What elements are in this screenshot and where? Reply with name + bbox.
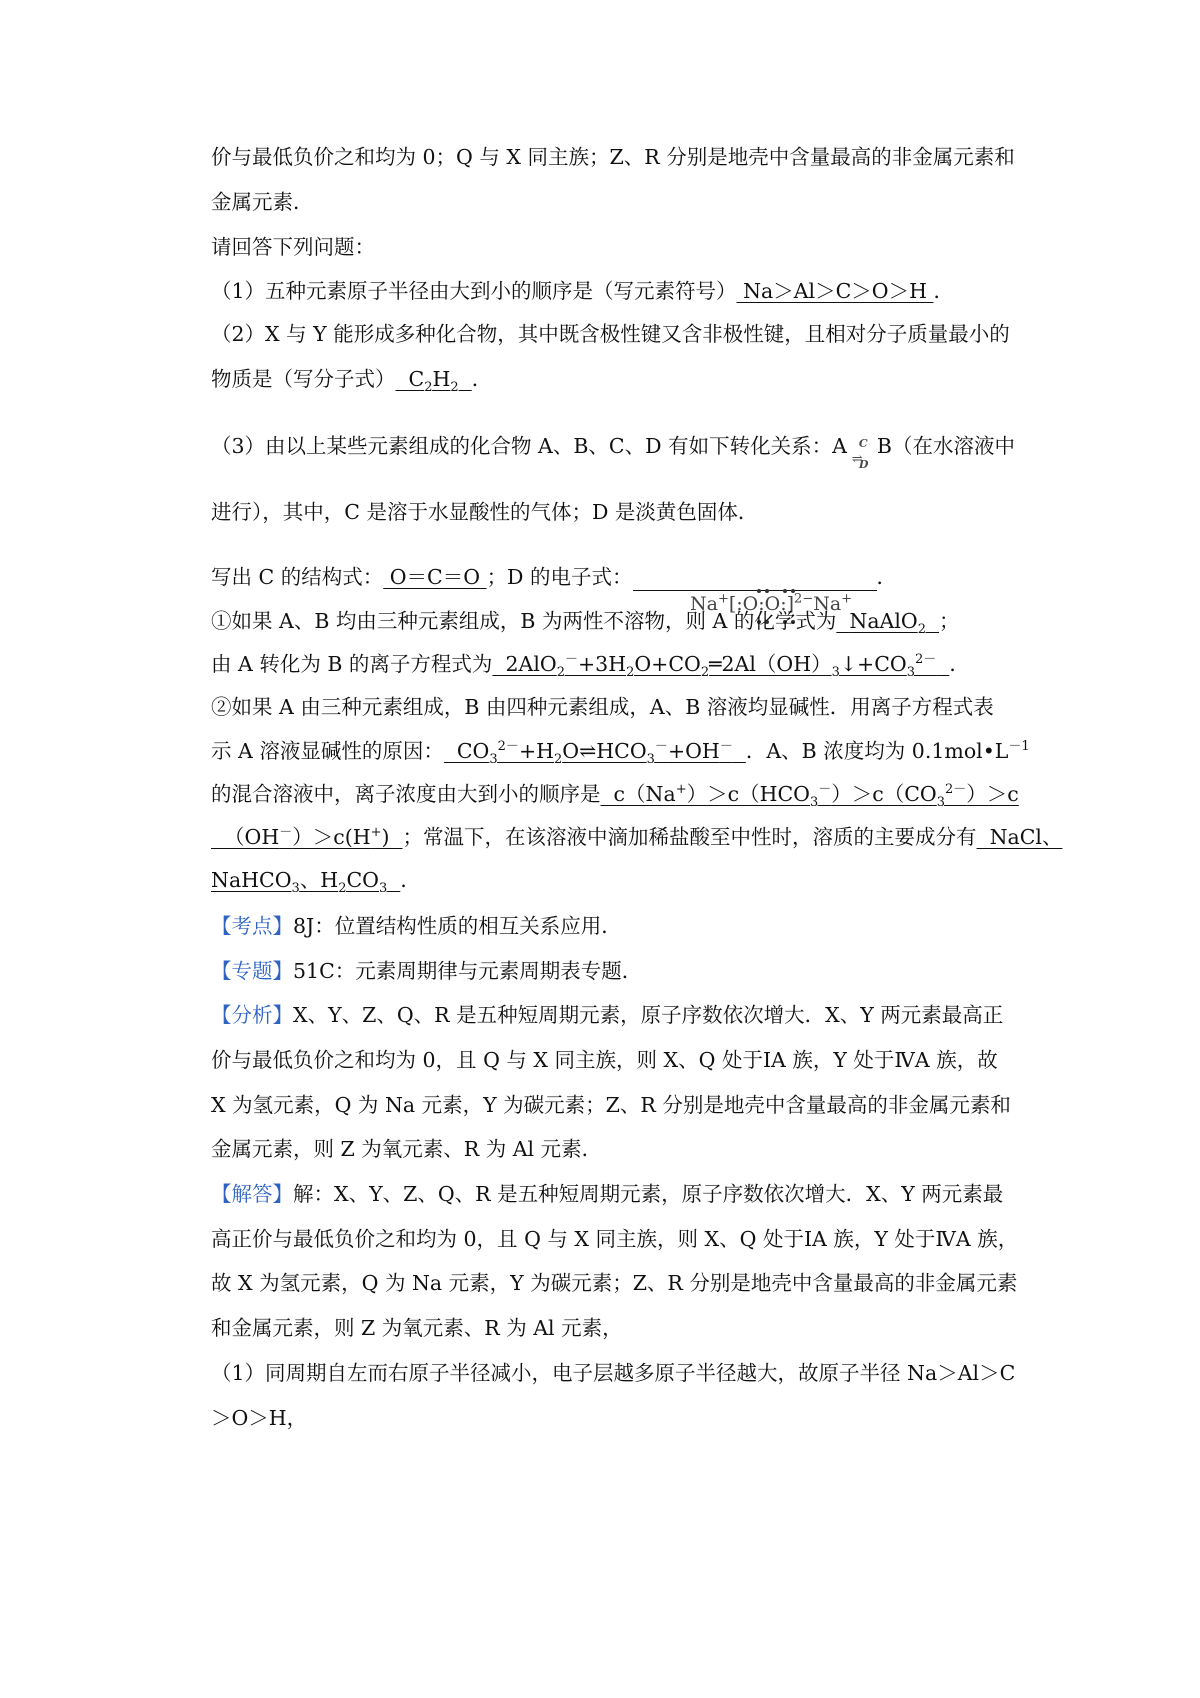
answer-blank: NaCl、 [976,825,1063,849]
conversion-arrow-icon: C ⇌ D [851,436,869,471]
answer-blank: $CO_3^{2-}+H_2O\rightleftharpoons HCO_3^-+OH^-$ [443,739,733,768]
fenxi-line: 【分析】X、Y、Z、Q、R 是五种短周期元素，原子序数依次增大．X、Y 两元素最高正 [211,1003,1004,1027]
question-3-line2: 进行），其中，C 是溶于水显酸性的气体；D 是淡黄色固体． [211,500,759,524]
text-line: 金属元素． [211,190,314,214]
question-2-line1: （2）X 与 Y 能形成多种化合物，其中既含极性键又含非极性键，且相对分子质量最小的 [211,322,1010,346]
answer-blank: Na＞Al＞C＞O＞H [736,279,934,303]
answer-blank: NaHCO$_3$、$H_2CO_3$ [211,868,388,897]
jieda-line: 【解答】解：X、Y、Z、Q、R 是五种短周期元素，原子序数依次增大．X、Y 两元素最 [211,1182,1004,1206]
question-3-ii-line4: （OH－）＞c(H+) ；常温下，在该溶液中滴加稀盐酸至中性时，溶质的主要成分有 NaCl、 [211,825,1063,849]
section-tag: 【分析】 [211,1003,293,1027]
text-line: 金属元素，则 Z 为氧元素、R 为 Al 元素． [211,1137,603,1161]
question-3-line1: （3）由以上某些元素组成的化合物 A、B、C、D 有如下转化关系：A C ⇌ D B（在水溶液中 [211,434,1015,471]
text-line: （1）同周期自左而右原子半径减小，电子层越多原子半径越大，故原子半径 Na＞Al＞C [211,1361,1016,1385]
question-2-line2: 物质是（写分子式） $C_2H_2$ ． [211,367,493,396]
answer-blank: $C_2H_2$ [395,367,459,396]
text-line: 高正价与最低负价之和均为 0，且 Q 与 X 同主族，则 X、Q 处于ⅠA 族，Y 处于ⅣA 族， [211,1227,1019,1251]
answer-blank: O＝C＝O [383,565,487,589]
text-line: 故 X 为氢元素，Q 为 Na 元素，Y 为碳元素；Z、R 分别是地壳中含量最高的非金属元素 [211,1271,1018,1295]
text-line: 和金属元素，则 Z 为氧元素、R 为 Al 元素， [211,1316,623,1340]
section-tag: 【考点】 [211,914,293,938]
question-3-i: ①如果 A、B 均由三种元素组成，B 为两性不溶物，则 A 的化学式为 NaAlO$_2$ ； [211,609,960,638]
text-line: ＞O＞H， [211,1406,308,1430]
text-line: X 为氢元素，Q 为 Na 元素，Y 为碳元素；Z、R 分别是地壳中含量最高的非金属元素和 [211,1093,1011,1117]
answer-blank: $2AlO_2^-+3H_2O+CO_2═2Al(OH)_3↓+CO_3^{2-}$ [492,652,937,681]
text-line: 请回答下列问题： [211,235,375,259]
question-3-ii-line3: 的混合溶液中，离子浓度由大到小的顺序是 $c(Na^+)>c(HCO_3^-)>c(CO_3^{2-})>c$ [211,782,1019,811]
question-3-ii-line5: NaHCO$_3$、$H_2CO_3$ ． [211,868,421,897]
answer-blank: $c(Na^+)>c(HCO_3^-)>c(CO_3^{2-})>c$ [600,782,1019,811]
text-line: 价与最低负价之和均为 0，且 Q 与 X 同主族，则 X、Q 处于ⅠA 族，Y 处于ⅣA 族，故 [211,1048,998,1072]
electron-formula-image: Na+[:O:O:]$^{2-}$Na+ [690,587,900,627]
zhuanti-line: 【专题】51C：元素周期律与元素周期表专题． [211,959,643,983]
section-tag: 【专题】 [211,959,293,983]
question-3-i-equation: 由 A 转化为 B 的离子方程式为 $2AlO_2^-+3H_2O+CO_2═2Al(OH)_3↓+CO_3^{2-}$ ． [211,652,970,681]
question-3-formula-line: 写出 C 的结构式： O＝C＝O ；D 的电子式： ． [211,565,898,589]
section-tag: 【解答】 [211,1182,293,1206]
kaodian-line: 【考点】8J：位置结构性质的相互关系应用． [211,914,622,938]
answer-blank: NaAlO$_2$ [849,609,926,638]
question-3-ii-line2: 示 A 溶液显碱性的原因： $CO_3^{2-}+H_2O\rightleftharpoons HCO_3^-+OH^-$ ．A、B 浓度均为 $0.1mol•L^{-1}$ [211,739,1030,768]
answer-blank: （OH－）＞c(H+) [211,825,403,849]
question-1: （1）五种元素原子半径由大到小的顺序是（写元素符号） Na＞Al＞C＞O＞H ． [211,279,954,303]
text-line: 价与最低负价之和均为 0；Q 与 X 同主族；Z、R 分别是地壳中含量最高的非金属元素和 [211,145,1015,169]
question-3-ii-line1: ②如果 A 由三种元素组成，B 由四种元素组成，A、B 溶液均显碱性．用离子方程式表 [211,695,994,719]
